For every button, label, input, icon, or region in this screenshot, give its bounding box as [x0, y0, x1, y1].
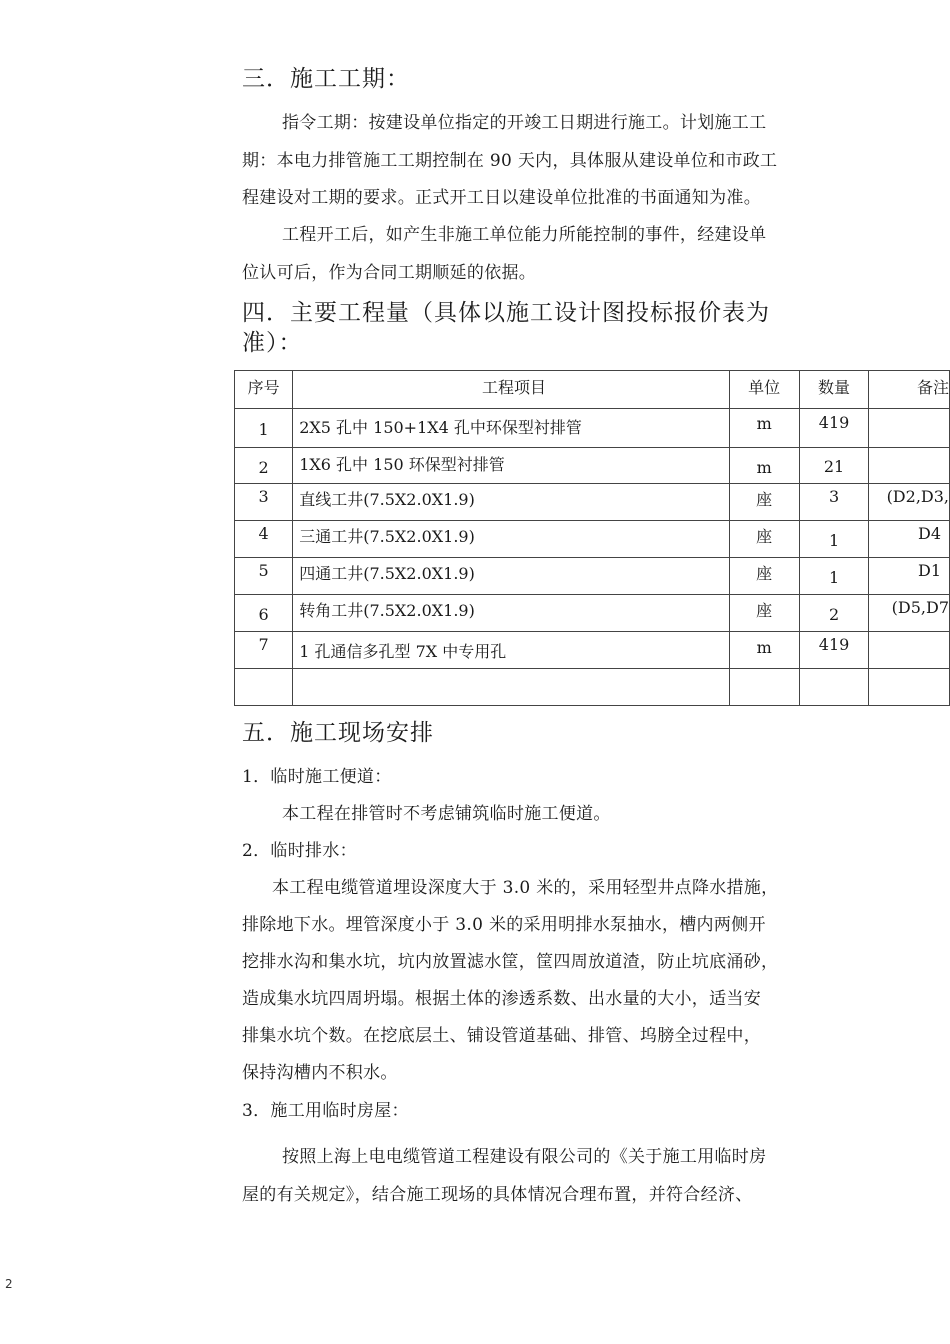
table-cell: [293, 669, 730, 706]
table-row: [235, 669, 950, 706]
table-cell: [869, 669, 950, 706]
sec5-sub3-line1: 按照上海上电电缆管道工程建设有限公司的《关于施工用临时房: [282, 1147, 767, 1167]
table-cell: [869, 409, 950, 448]
table-cell: 座: [729, 521, 799, 558]
table-cell: [729, 669, 799, 706]
table-cell: 四通工井(7.5X2.0X1.9): [293, 558, 730, 595]
table-cell: [869, 632, 950, 669]
table-cell: 5: [235, 558, 293, 595]
section-4-title-line2: 准）：: [242, 330, 303, 356]
sec5-sub3-title: 3．施工用临时房屋：: [242, 1101, 409, 1121]
table-cell: 2: [235, 448, 293, 484]
table-row: [235, 595, 950, 632]
table-cell: 6: [235, 595, 293, 632]
table-row: [235, 632, 950, 669]
table-cell: m: [729, 448, 799, 484]
table-row: [235, 448, 950, 484]
table-cell: 3: [799, 484, 869, 521]
quantities-table: [234, 370, 950, 706]
table-cell: 转角工井(7.5X2.0X1.9): [293, 595, 730, 632]
header-cell: 数量: [799, 371, 869, 409]
table-row: [235, 484, 950, 521]
sec5-sub2-title: 2．临时排水：: [242, 841, 357, 861]
table-cell: 419: [799, 409, 869, 448]
table-cell: 座: [729, 595, 799, 632]
section-5-title: 五．施工现场安排: [242, 720, 434, 746]
table-cell: (D2,D3,: [869, 484, 950, 521]
header-cell: 单位: [729, 371, 799, 409]
table-cell: 3: [235, 484, 293, 521]
table-row: [235, 409, 950, 448]
sec5-sub2-line1: 本工程电缆管道埋设深度大于 3.0 米的，采用轻型井点降水措施，: [272, 878, 779, 898]
table-cell: 1 孔通信多孔型 7X 中专用孔: [293, 632, 730, 669]
sec5-sub2-line4: 造成集水坑四周坍塌。根据土体的渗透系数、出水量的大小，适当安: [242, 989, 761, 1009]
table-cell: [869, 448, 950, 484]
table-cell: m: [729, 632, 799, 669]
table-cell: [235, 669, 293, 706]
table-cell: 1: [799, 558, 869, 595]
table-cell: 7: [235, 632, 293, 669]
table-cell: 419: [799, 632, 869, 669]
table-cell: 1X6 孔中 150 环保型衬排管: [293, 448, 730, 484]
sec3-para2-line2: 位认可后，作为合同工期顺延的依据。: [242, 263, 537, 283]
table-cell: (D5,D7: [869, 595, 950, 632]
table-cell: 1: [235, 409, 293, 448]
header-cell: 备注: [869, 371, 950, 409]
sec3-para2-line1: 工程开工后，如产生非施工单位能力所能控制的事件，经建设单: [282, 225, 767, 245]
table-cell: D4: [869, 521, 950, 558]
table-cell: 座: [729, 558, 799, 595]
sec5-sub3-line2: 屋的有关规定》，结合施工现场的具体情况合理布置，并符合经济、: [242, 1185, 753, 1205]
sec3-para1-line3: 程建设对工期的要求。正式开工日以建设单位批准的书面通知为准。: [242, 188, 761, 208]
table-cell: 2: [799, 595, 869, 632]
table-cell: 4: [235, 521, 293, 558]
header-cell: 序号: [235, 371, 293, 409]
section-3-title: 三．施工工期：: [242, 66, 410, 92]
sec5-sub2-line3: 挖排水沟和集水坑，坑内放置滤水筐，筐四周放道渣，防止坑底涌砂，: [242, 952, 779, 972]
sec5-sub2-line5: 排集水坑个数。在挖底层土、铺设管道基础、排管、坞膀全过程中，: [242, 1026, 761, 1046]
table-cell: 直线工井(7.5X2.0X1.9): [293, 484, 730, 521]
table-header-row: [235, 371, 950, 409]
sec5-sub2-line2: 排除地下水。埋管深度小于 3.0 米的采用明排水泵抽水，槽内两侧开: [242, 915, 766, 935]
sec5-sub1-title: 1．临时施工便道：: [242, 767, 392, 787]
section-4-title-line1: 四．主要工程量（具体以施工设计图投标报价表为: [242, 300, 770, 326]
sec3-para1-line1: 指令工期：按建设单位指定的开竣工日期进行施工。计划施工工: [282, 113, 767, 133]
header-cell: 工程项目: [293, 371, 730, 409]
table-cell: 2X5 孔中 150+1X4 孔中环保型衬排管: [293, 409, 730, 448]
table-cell: [799, 669, 869, 706]
table-cell: 座: [729, 484, 799, 521]
table-cell: D1: [869, 558, 950, 595]
table-row: [235, 558, 950, 595]
table-row: [235, 521, 950, 558]
page-number: 2: [5, 1277, 13, 1291]
table-cell: 三通工井(7.5X2.0X1.9): [293, 521, 730, 558]
sec5-sub1-text: 本工程在排管时不考虑铺筑临时施工便道。: [282, 804, 611, 824]
sec5-sub2-line6: 保持沟槽内不积水。: [242, 1063, 398, 1083]
table-cell: 21: [799, 448, 869, 484]
sec3-para1-line2: 期：本电力排管施工工期控制在 90 天内，具体服从建设单位和市政工: [242, 151, 778, 171]
table-cell: m: [729, 409, 799, 448]
table-cell: 1: [799, 521, 869, 558]
